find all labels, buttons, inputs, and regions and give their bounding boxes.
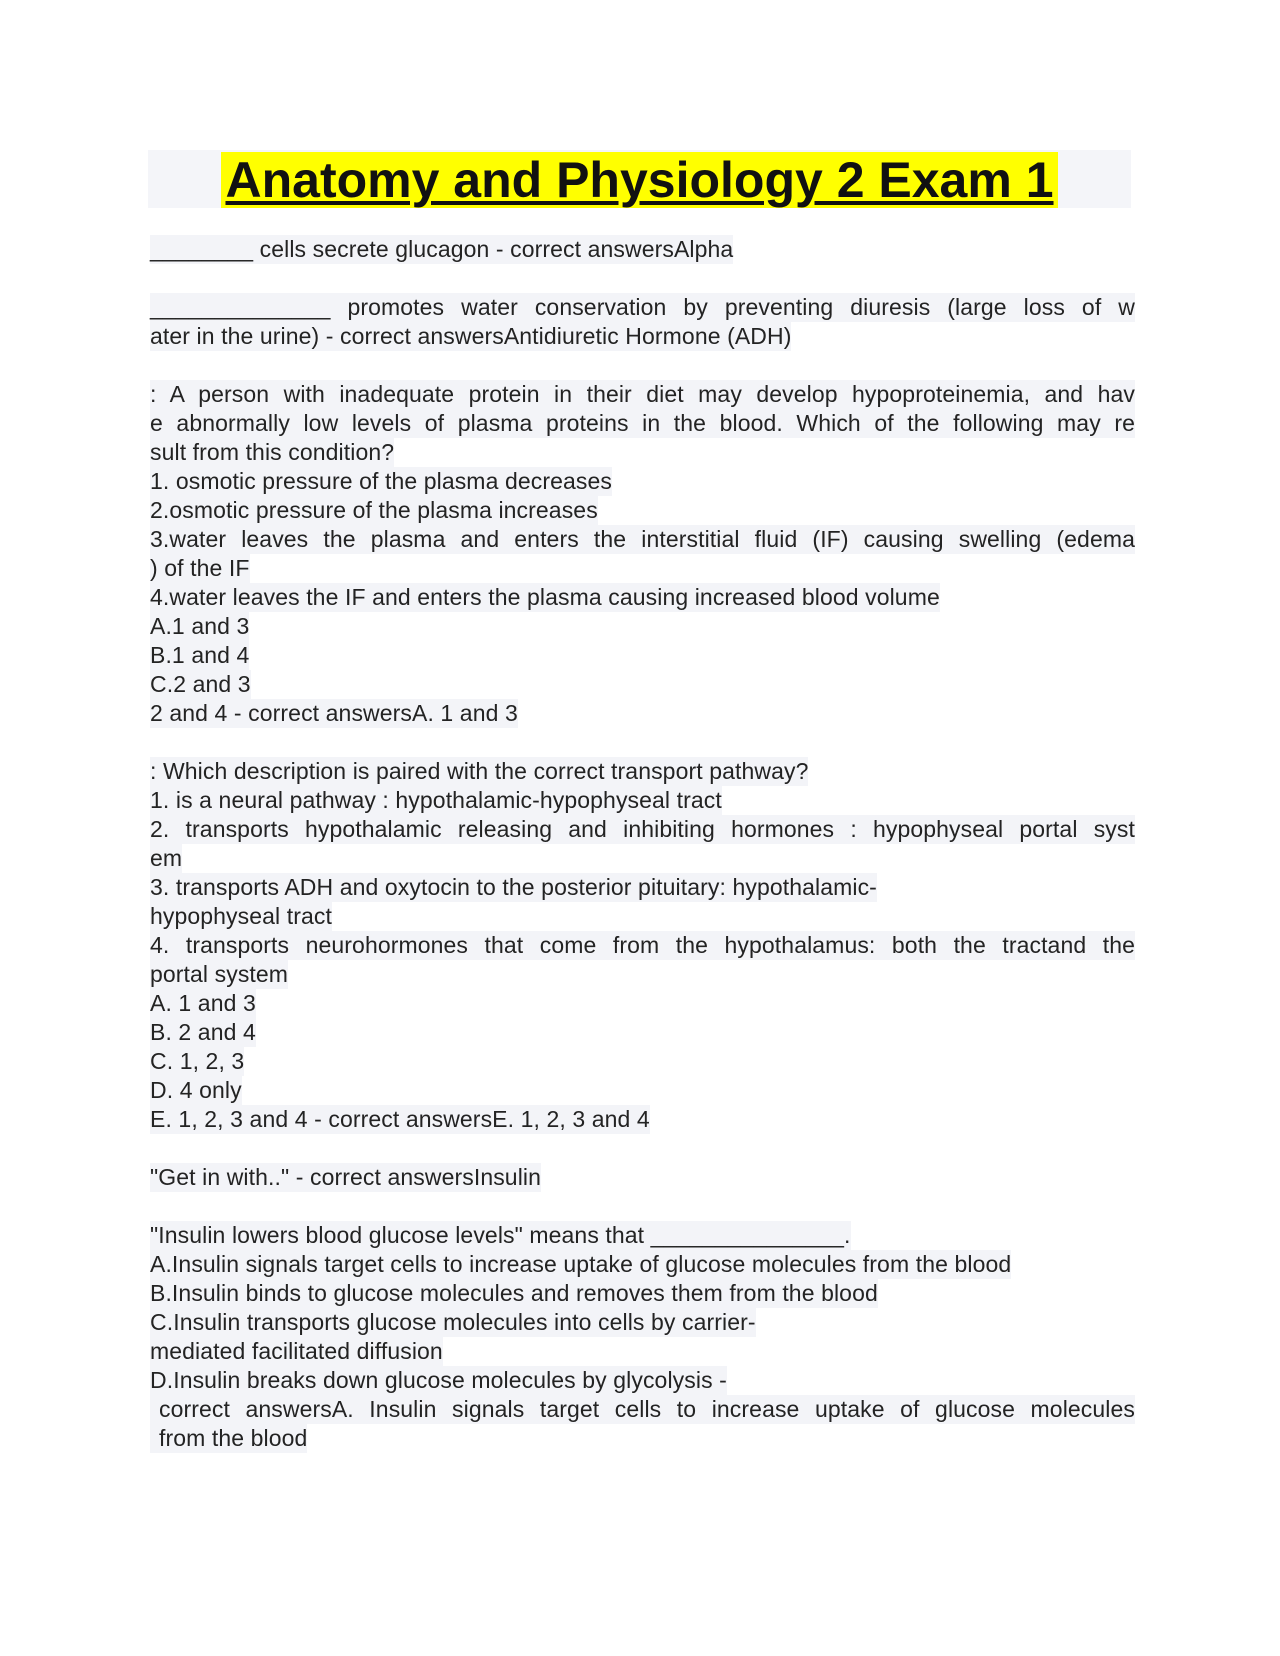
question-line: "Insulin lowers blood glucose levels" means that _______________. [150, 1222, 851, 1248]
option-line: 3. transports ADH and oxytocin to the posterior pituitary: hypothalamic- [150, 874, 877, 900]
option-line: portal system [150, 961, 289, 987]
answer-line: correct answersA. Insulin signals target cells to increase uptake of glucose molecules [150, 1395, 1135, 1424]
question-line: ______________ promotes water conservation by preventing diuresis (large loss of w [150, 294, 1135, 320]
option-line: 4.water leaves the IF and enters the plasma causing increased blood volume [150, 584, 940, 610]
question-glucagon [150, 235, 1140, 264]
answer-choice: A.Insulin signals target cells to increase uptake of glucose molecules from the blood [150, 1251, 1012, 1277]
question-transport-pathway [150, 757, 1140, 1134]
answer-choice: A.1 and 3 [150, 613, 250, 639]
option-line: 3.water leaves the plasma and enters the interstitial fluid (IF) causing swelling (edema [150, 526, 1135, 552]
option-line: 2. transports hypothalamic releasing and inhibiting hormones : hypophyseal portal syst [150, 816, 1135, 842]
document-body [150, 235, 1140, 1482]
answer-line: from the blood [150, 1424, 307, 1453]
option-line: 2.osmotic pressure of the plasma increases [150, 497, 598, 523]
question-line: sult from this condition? [150, 439, 395, 465]
answer-choice: D. 4 only [150, 1077, 242, 1103]
question-line: ________ cells secrete glucagon - correct answersAlpha [150, 236, 734, 262]
answer-choice: B.Insulin binds to glucose molecules and removes them from the blood [150, 1280, 878, 1306]
question-insulin [150, 1221, 1140, 1453]
answer-choice: C. 1, 2, 3 [150, 1048, 245, 1074]
answer-choice: A. 1 and 3 [150, 990, 256, 1016]
document-title: Anatomy and Physiology 2 Exam 1 [221, 152, 1057, 208]
option-line: hypophyseal tract [150, 903, 332, 929]
question-line: ater in the urine) - correct answersAntidiuretic Hormone (ADH) [150, 323, 792, 349]
option-line: ) of the IF [150, 555, 250, 581]
answer-choice: B.1 and 4 [150, 642, 250, 668]
question-hypoproteinemia [150, 380, 1140, 728]
option-line: 4. transports neurohormones that come from the hypothalamus: both the tractand the [150, 932, 1135, 958]
answer-choice: C.Insulin transports glucose molecules into cells by carrier- [150, 1309, 756, 1335]
answer-choice: B. 2 and 4 [150, 1019, 256, 1045]
option-line: 1. is a neural pathway : hypothalamic-hypophyseal tract [150, 787, 722, 813]
option-line: em [150, 845, 183, 871]
answer-choice: D.Insulin breaks down glucose molecules by glycolysis - [150, 1367, 727, 1393]
answer-line: 2 and 4 - correct answersA. 1 and 3 [150, 700, 518, 726]
question-get-in-with [150, 1163, 1140, 1192]
question-line: : A person with inadequate protein in their diet may develop hypoproteinemia, and hav [150, 381, 1135, 407]
title-banner [148, 150, 1131, 208]
answer-line: E. 1, 2, 3 and 4 - correct answersE. 1, 2, 3 and 4 [150, 1106, 650, 1132]
question-line: : Which description is paired with the correct transport pathway? [150, 758, 809, 784]
question-line: e abnormally low levels of plasma proteins in the blood. Which of the following may re [150, 410, 1135, 436]
question-adh [150, 293, 1140, 351]
option-line: 1. osmotic pressure of the plasma decreases [150, 468, 612, 494]
answer-choice: mediated facilitated diffusion [150, 1338, 443, 1364]
question-line: "Get in with.." - correct answersInsulin [150, 1164, 542, 1190]
answer-choice: C.2 and 3 [150, 671, 251, 697]
